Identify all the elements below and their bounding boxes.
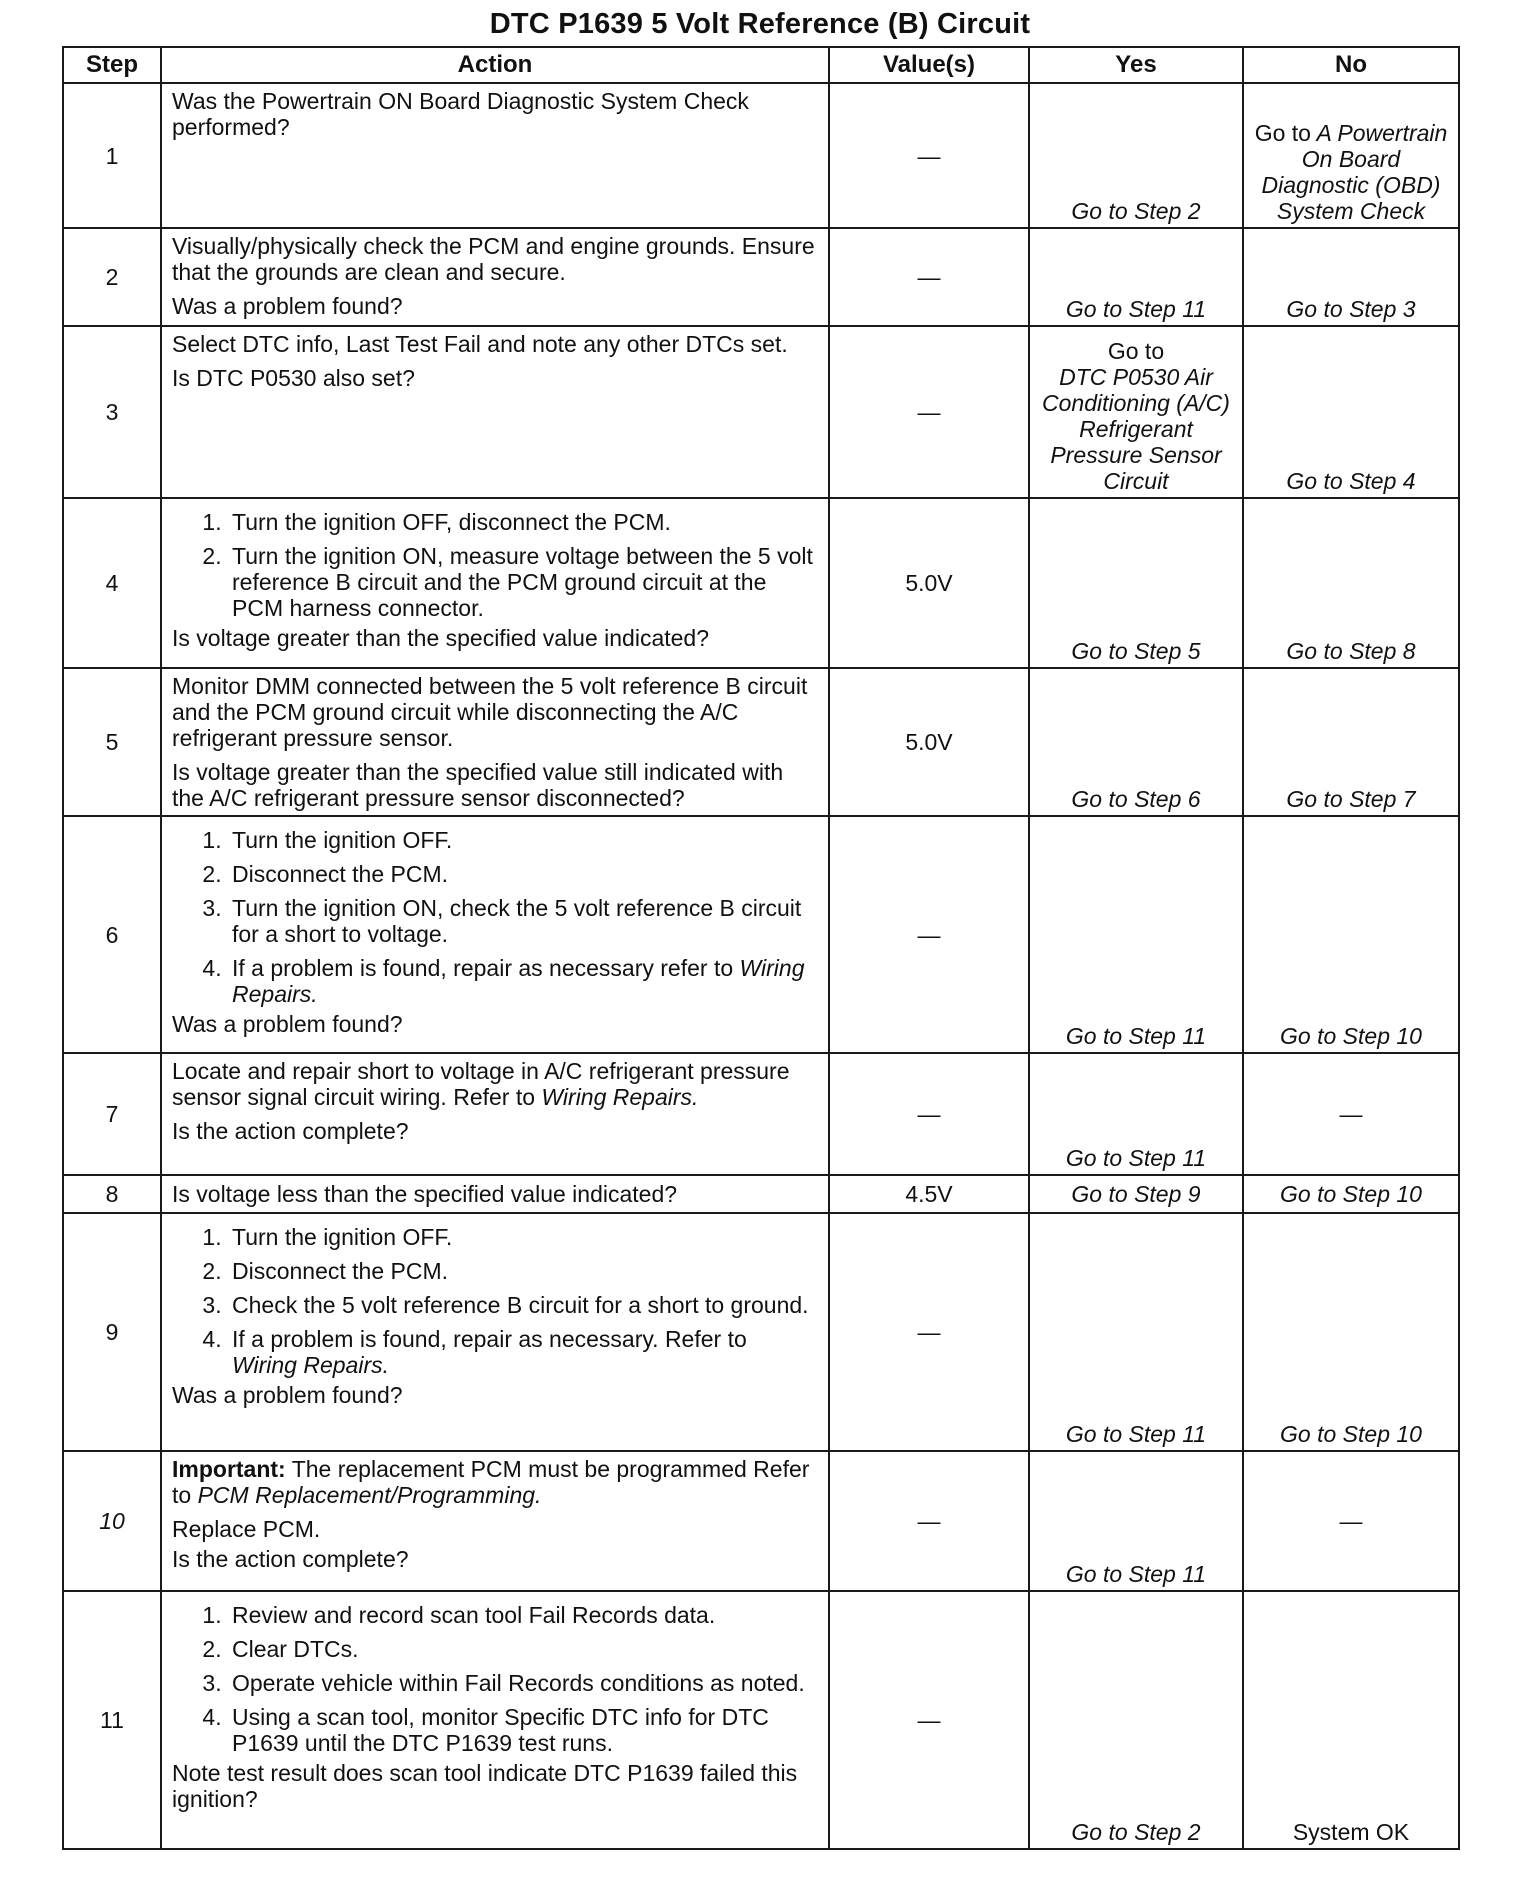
no-cell: Go to Step 10 [1243,1175,1459,1213]
action-cell [161,816,829,1053]
action-text-body: Locate and repair short to voltage in A/C refrigerant pressure sensor signal circuit wiring. Refer to [172,1058,790,1110]
header-action: Action [161,47,829,83]
step-number: 9 [63,1213,161,1451]
list-item: 2. Turn the ignition ON, measure voltage between the 5 volt reference B circuit and the PCM ground circuit at the PCM harness connector. [228,543,818,621]
action-cell [161,1053,829,1175]
no-cell: — [1243,1053,1459,1175]
list-item: 3. Check the 5 volt reference B circuit for a short to ground. [228,1292,818,1318]
action-question: Is the action complete? [172,1118,409,1144]
list-item [228,955,818,1007]
action-cell [161,1213,829,1451]
important-note [172,1456,818,1508]
action-text [172,1058,818,1110]
header-values: Value(s) [829,47,1029,83]
list-item: 3. Operate vehicle within Fail Records conditions as noted. [228,1670,818,1696]
value-cell: 5.0V [829,498,1029,668]
yes-cell: Go to Step 2 [1029,83,1243,228]
value-cell: — [829,1451,1029,1591]
step-number: 6 [63,816,161,1053]
yes-cell: Go to Step 2 [1029,1591,1243,1849]
action-cell [161,498,829,668]
diagnostic-table [62,46,1460,1850]
yes-cell: Go to Step 11 [1029,1053,1243,1175]
no-cell: Go to Step 10 [1243,1213,1459,1451]
action-cell [161,668,829,816]
value-cell: 4.5V [829,1175,1029,1213]
header-no: No [1243,47,1459,83]
yes-cell: Go to Step 11 [1029,816,1243,1053]
action-question: Was a problem found? [172,293,403,319]
action-list [172,827,818,1007]
action-text: Replace PCM. [172,1516,321,1542]
value-cell: — [829,816,1029,1053]
table-row [63,498,1459,668]
yes-cell: Go to Step 11 [1029,1451,1243,1591]
step-number: 5 [63,668,161,816]
no-prefix: Go to [1254,120,1311,146]
action-question: Is voltage greater than the specified value still indicated with the A/C refrigerant pressure sensor disconnected? [172,759,784,811]
action-question: Was a problem found? [172,1382,403,1408]
action-cell [161,1591,829,1849]
list-item: 1. Turn the ignition OFF, disconnect the PCM. [228,509,818,535]
header-step: Step [63,47,161,83]
yes-cell: Go to Step 5 [1029,498,1243,668]
table-row [63,1451,1459,1591]
table-row [63,83,1459,228]
yes-cell: Go to Step 11 [1029,1213,1243,1451]
action-question: Is the action complete? [172,1546,409,1572]
yes-link: DTC P0530 Air Conditioning (A/C) Refrigerant Pressure Sensor Circuit [1042,364,1230,494]
action-question: Is voltage greater than the specified value indicated? [172,625,710,651]
step-number: 3 [63,326,161,498]
step-number: 7 [63,1053,161,1175]
list-item: 2. Clear DTCs. [228,1636,818,1662]
no-cell [1243,83,1459,228]
value-cell: — [829,83,1029,228]
wiring-repairs-ref: Wiring Repairs. [232,955,805,1007]
action-question: Note test result does scan tool indicate DTC P1639 failed this ignition? [172,1760,798,1812]
pcm-programming-ref: PCM Replacement/Programming. [197,1482,542,1508]
step-number: 2 [63,228,161,326]
table-row [63,1591,1459,1849]
header-yes: Yes [1029,47,1243,83]
list-item: 1. Turn the ignition OFF. [228,827,818,853]
yes-cell: Go to Step 11 [1029,228,1243,326]
page-title: DTC P1639 5 Volt Reference (B) Circuit [489,8,1031,40]
action-question: Is DTC P0530 also set? [172,365,415,391]
list-item: 2. Disconnect the PCM. [228,861,818,887]
no-cell: Go to Step 8 [1243,498,1459,668]
table-row [63,1175,1459,1213]
step-number: 11 [63,1591,161,1849]
important-label: Important: [172,1456,286,1482]
yes-cell: Go to Step 9 [1029,1175,1243,1213]
no-cell: Go to Step 4 [1243,326,1459,498]
value-cell: — [829,1213,1029,1451]
no-cell: Go to Step 3 [1243,228,1459,326]
important-text: The replacement PCM must be programmed Refer to [172,1456,810,1508]
table-row [63,816,1459,1053]
value-cell: 5.0V [829,668,1029,816]
step-number: 4 [63,498,161,668]
action-cell [161,1175,829,1213]
list-item: 2. Disconnect the PCM. [228,1258,818,1284]
list-item [228,1326,818,1378]
step-number: 10 [63,1451,161,1591]
no-cell: System OK [1243,1591,1459,1849]
action-cell [161,228,829,326]
action-question: Was a problem found? [172,1011,403,1037]
action-cell [161,83,829,228]
no-link: A Powertrain On Board Diagnostic (OBD) System Check [1261,120,1448,224]
action-cell [161,1451,829,1591]
table-row [63,1053,1459,1175]
action-list [172,1224,818,1378]
action-list [172,509,818,621]
action-question: Was the Powertrain ON Board Diagnostic System Check performed? [172,88,749,140]
yes-prefix: Go to [1107,338,1165,364]
action-text: Monitor DMM connected between the 5 volt reference B circuit and the PCM ground circuit while disconnecting the A/C refrigerant pressure sensor. [172,673,808,751]
action-question: Is voltage less than the specified value indicated? [172,1181,678,1207]
wiring-repairs-ref: Wiring Repairs. [232,1352,390,1378]
table-row [63,668,1459,816]
table-row [63,1213,1459,1451]
header-row [63,47,1459,83]
action-list [172,1602,818,1756]
list-item: 1. Turn the ignition OFF. [228,1224,818,1250]
table-row [63,326,1459,498]
wiring-repairs-ref: Wiring Repairs. [541,1084,699,1110]
no-cell: — [1243,1451,1459,1591]
list-item: 1. Review and record scan tool Fail Records data. [228,1602,818,1628]
action-cell [161,326,829,498]
list-item-text: If a problem is found, repair as necessary refer to [232,955,734,981]
step-number: 8 [63,1175,161,1213]
value-cell: — [829,326,1029,498]
action-text: Select DTC info, Last Test Fail and note any other DTCs set. [172,331,788,357]
list-item: 3. Turn the ignition ON, check the 5 volt reference B circuit for a short to voltage. [228,895,818,947]
yes-cell: Go to Step 6 [1029,668,1243,816]
value-cell: — [829,228,1029,326]
list-item: 4. Using a scan tool, monitor Specific DTC info for DTC P1639 until the DTC P1639 test runs. [228,1704,818,1756]
step-number: 1 [63,83,161,228]
value-cell: — [829,1591,1029,1849]
yes-cell [1029,326,1243,498]
value-cell: — [829,1053,1029,1175]
list-item-text: If a problem is found, repair as necessary. Refer to [232,1326,747,1352]
table-row [63,228,1459,326]
action-text: Visually/physically check the PCM and engine grounds. Ensure that the grounds are clean and secure. [172,233,815,285]
no-cell: Go to Step 7 [1243,668,1459,816]
no-cell: Go to Step 10 [1243,816,1459,1053]
